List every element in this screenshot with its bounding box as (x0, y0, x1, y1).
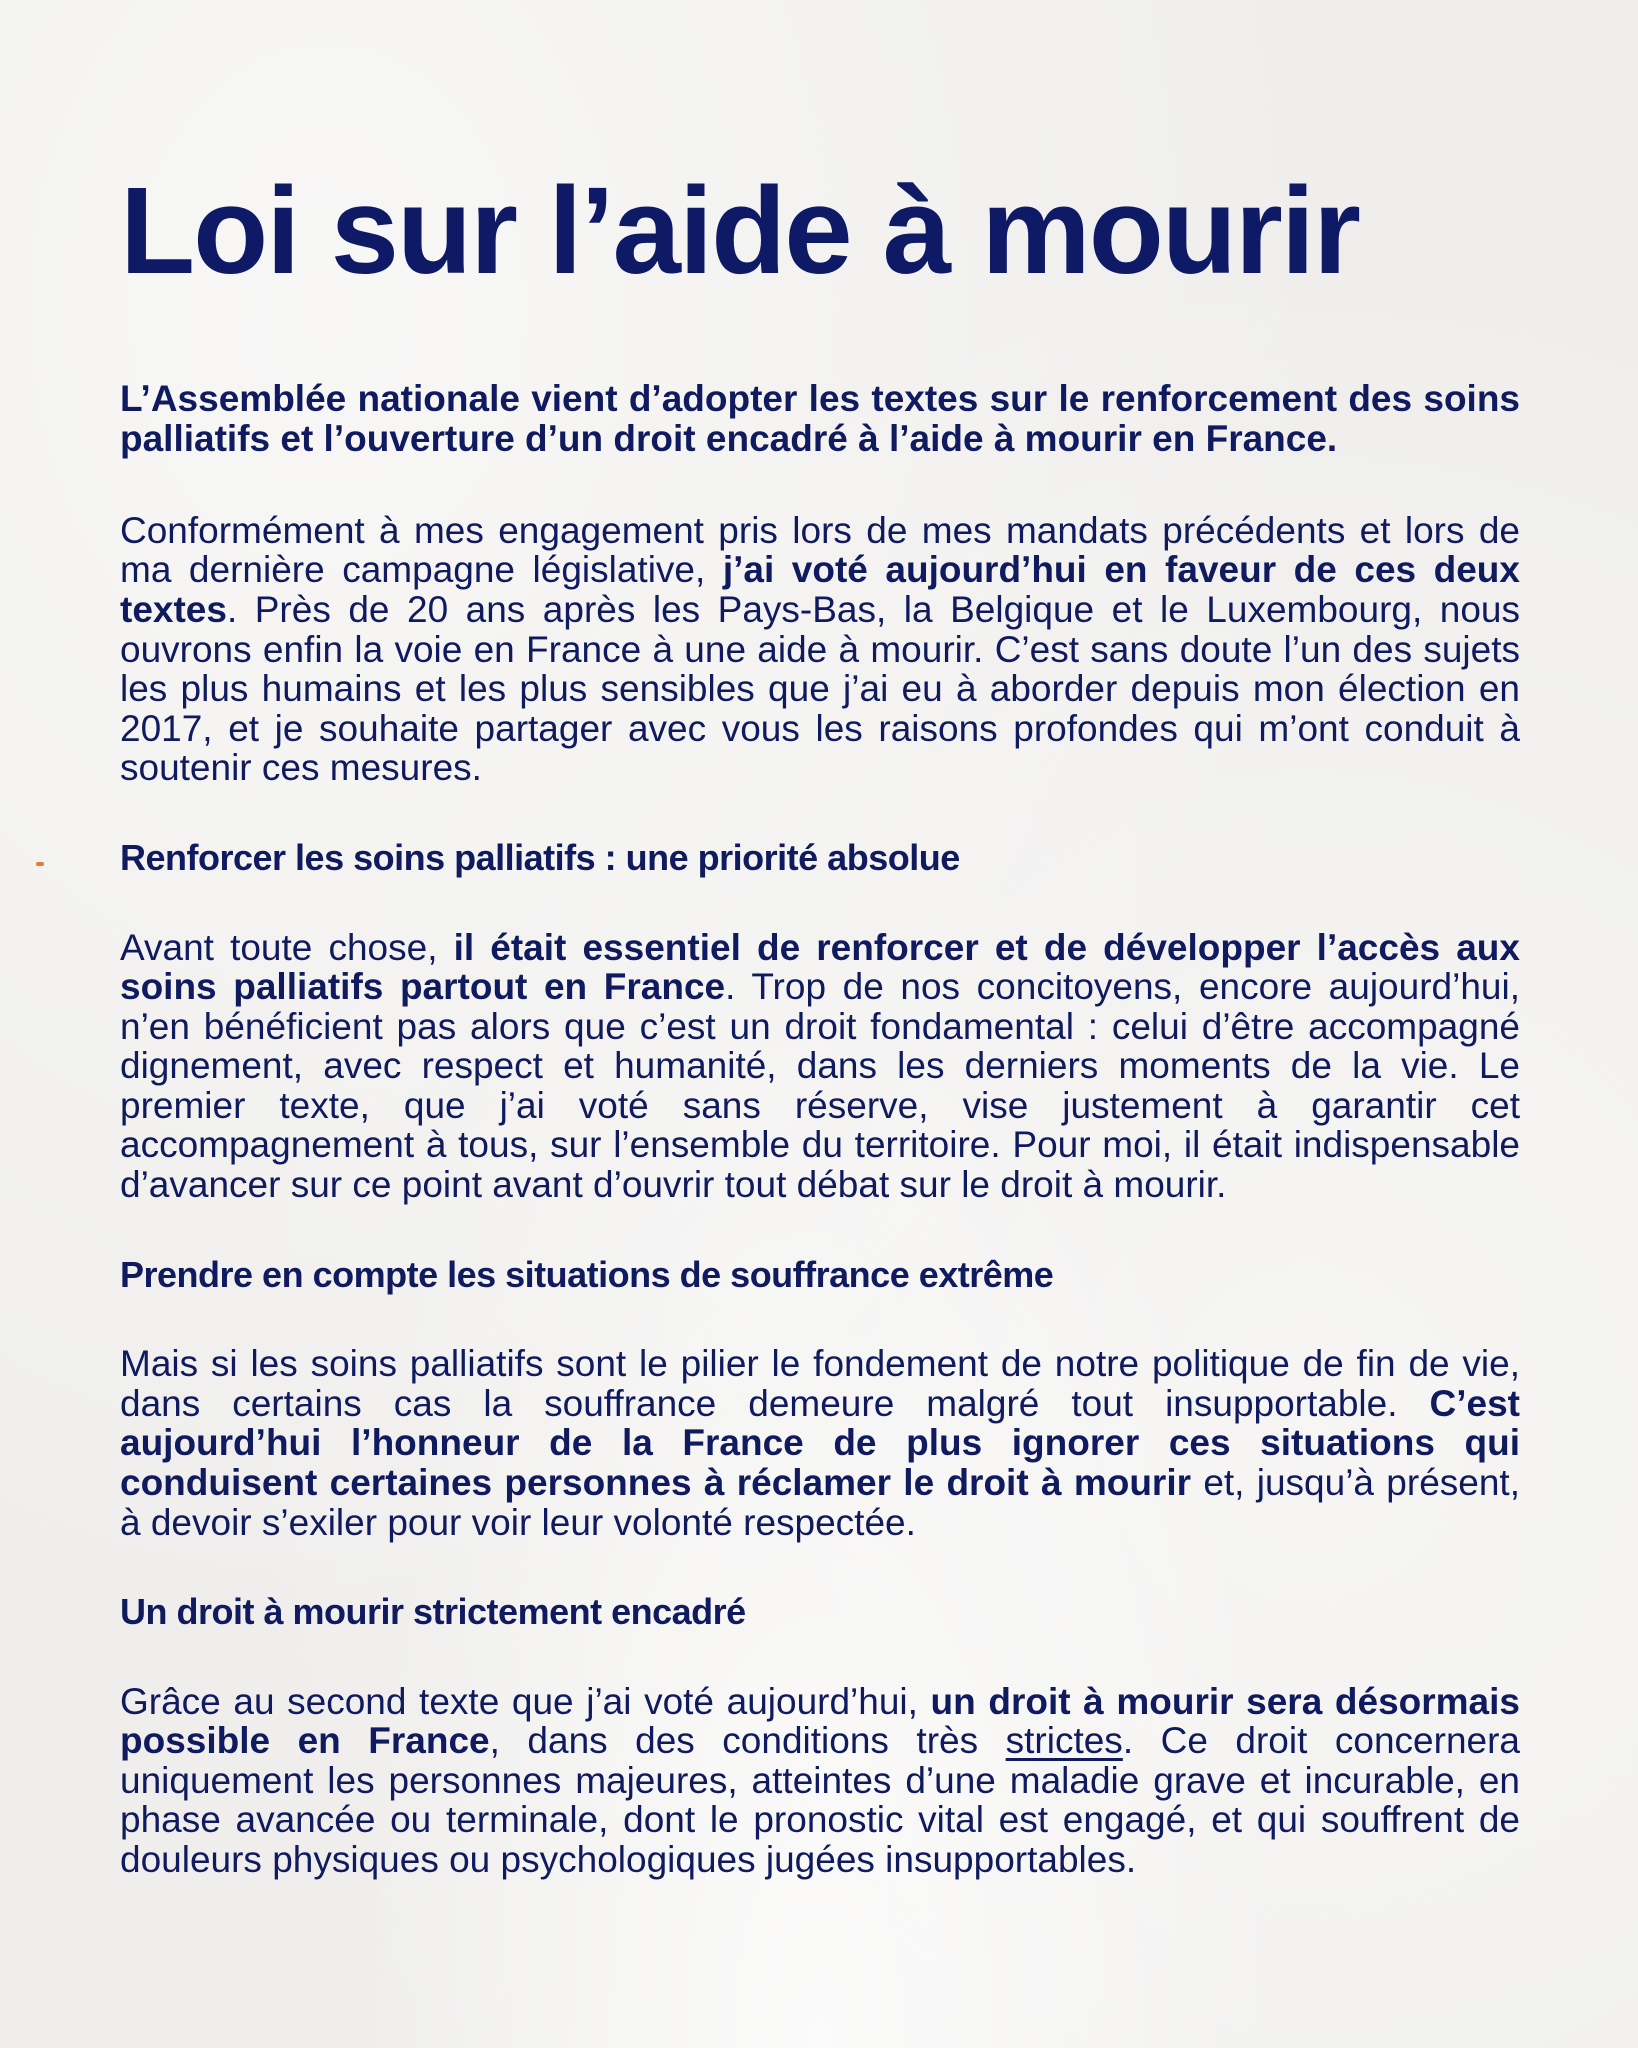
paragraph-emphasis: un droit à mourir sera désormais possible en France (120, 1680, 1520, 1762)
paragraph-text: et, jusqu’à présent, à devoir s’exiler pour voir leur volonté respectée. (120, 1461, 1520, 1543)
paragraph-text: Grâce au second texte que j’ai voté aujourd’hui, (120, 1680, 931, 1722)
paragraph-emphasis: C’est aujourd’hui l’honneur de la France de plus ignorer ces situations qui conduisent certaines personnes à réclamer le droit à mourir (120, 1382, 1520, 1503)
paragraph-emphasis: il était essentiel de renforcer et de développer l’accès aux soins palliatifs partout en France (120, 926, 1520, 1008)
paper-speck (36, 862, 44, 866)
paragraph-framework (120, 1682, 1520, 1880)
paragraph-text: Mais si les soins palliatifs sont le pilier le fondement de notre politique de fin de vie, dans certains cas la souffrance demeure malgré tout insupportable. (120, 1343, 1520, 1424)
paragraph-text: . Ce droit concernera uniquement les personnes majeures, atteintes d’une maladie grave et incurable, en phase avancée ou terminale, dont le pronostic vital est engagé, et qui souffrent de douleurs physiques ou psychologiques jugées insupportables. (120, 1720, 1520, 1880)
paragraph-suffering (120, 1344, 1520, 1542)
paragraph-emphasis: j’ai voté aujourd’hui en faveur de ces deux textes (120, 549, 1520, 631)
underlined-word: strictes (1005, 1720, 1123, 1762)
paragraph-text: . Trop de nos concitoyens, encore aujourd’hui, n’en bénéficient pas alors que c’est un droit fondamental : celui d’être accompagné dignement, avec respect et humanité, dans les derniers moments de la vie. Le premier texte, que j’ai voté sans réserve, vise justement à garantir cet accompagnement à tous, sur l’ensemble du territoire. Pour moi, il était indispensable d’avancer sur ce point avant d’ouvrir tout débat sur le droit à mourir. (120, 966, 1520, 1206)
paragraph-palliative (120, 928, 1520, 1205)
paragraph-engagement (120, 511, 1520, 788)
page-title: Loi sur l’aide à mourir (120, 163, 1359, 300)
section-heading-suffering: Prendre en compte les situations de souffrance extrême (120, 1253, 1054, 1295)
lead-paragraph: L’Assemblée nationale vient d’adopter les textes sur le renforcement des soins palliatifs et l’ouverture d’un droit encadré à l’aide à mourir en France. (120, 378, 1520, 459)
section-heading-palliative: Renforcer les soins palliatifs : une priorité absolue (120, 836, 960, 878)
paragraph-text: Conformément à mes engagement pris lors de mes mandats précédents et lors de ma dernière campagne législative, (120, 509, 1520, 591)
section-heading-framework: Un droit à mourir strictement encadré (120, 1591, 746, 1633)
paragraph-text: , dans des conditions très (489, 1720, 1006, 1762)
paragraph-text: . Près de 20 ans après les Pays-Bas, la Belgique et le Luxembourg, nous ouvrons enfin la voie en France à une aide à mourir. C’est sans doute l’un des sujets les plus humains et les plus sensibles que j’ai eu à aborder depuis mon élection en 2017, et je souhaite partager avec vous les raisons profondes qui m’ont conduit à soutenir ces mesures. (120, 589, 1520, 789)
paragraph-text: Avant toute chose, (120, 926, 454, 968)
